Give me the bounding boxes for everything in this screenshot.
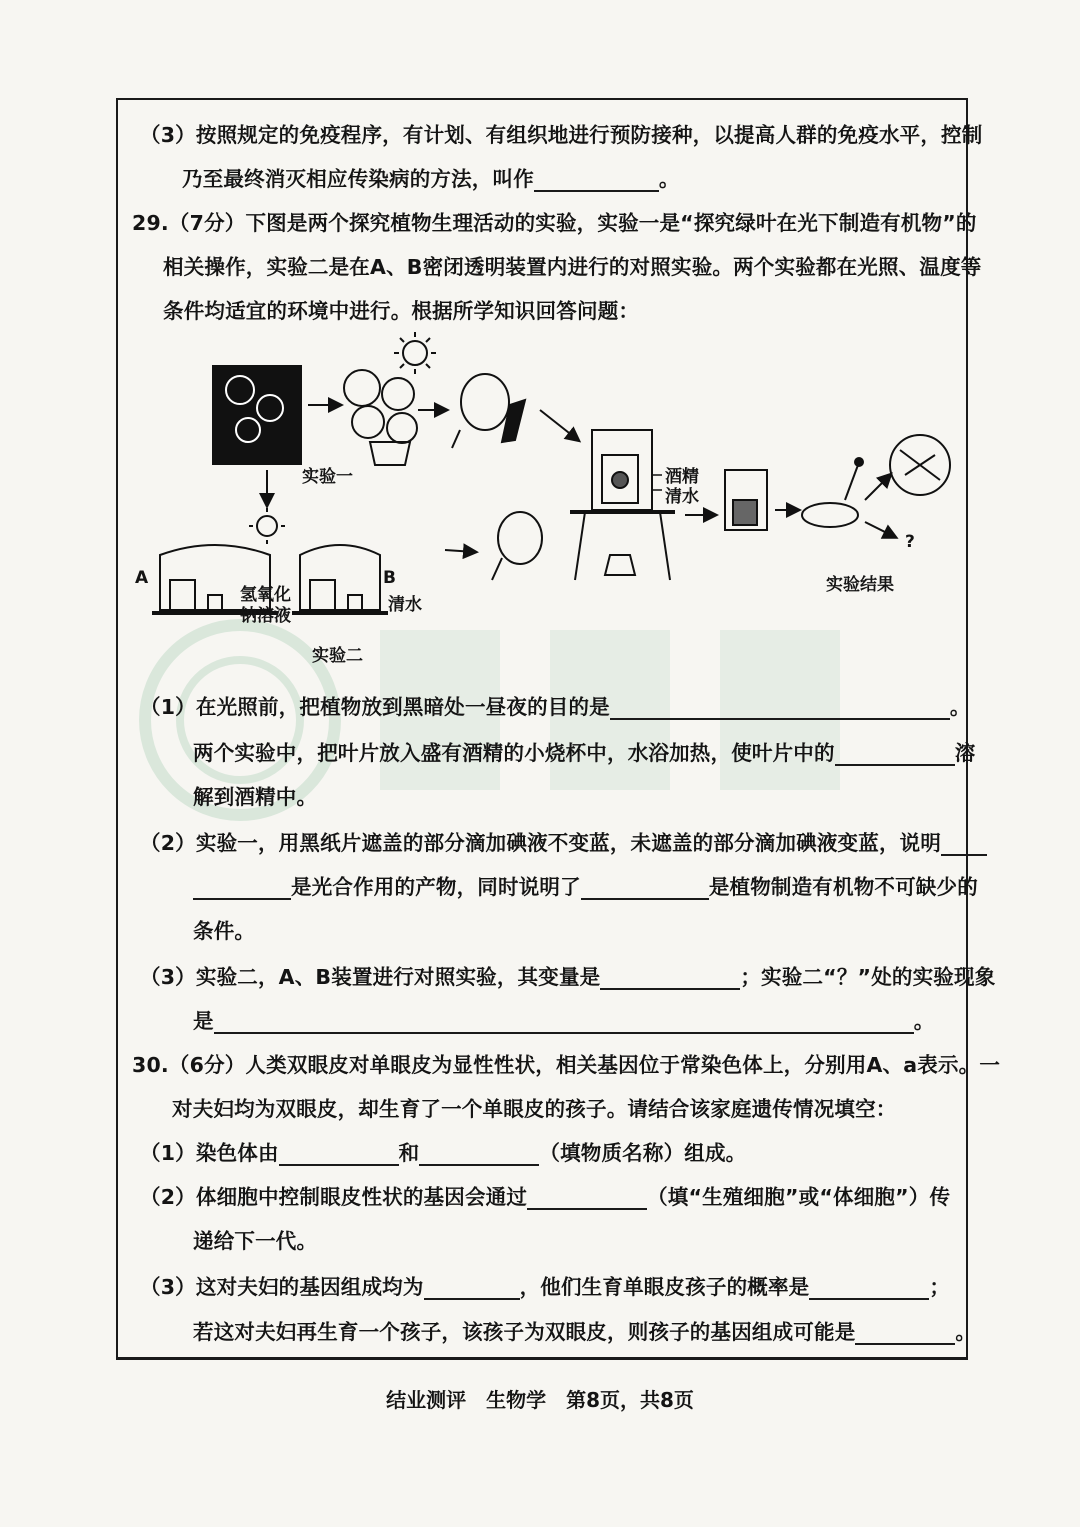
period: 。: [913, 1009, 935, 1033]
q30-p3-answer-blank1[interactable]: [424, 1278, 520, 1300]
q30-p2-answer-blank[interactable]: [527, 1188, 647, 1210]
q29-p3-line2: [193, 1004, 934, 1034]
q30-p1-and: 和: [398, 1141, 420, 1165]
covered-leaf-icon: [452, 374, 525, 448]
q29-p3-text3: 是: [193, 1009, 214, 1033]
q29-p2-line3: 条件。: [193, 919, 256, 943]
period: 。: [955, 1320, 977, 1344]
q29-intro-line1: 29.（7分）下图是两个探究植物生理活动的实验，实验一是“探究绿叶在光下制造有机物”的: [132, 211, 977, 235]
q29-p2-text: （2）实验一，用黑纸片遮盖的部分滴加碘液不变蓝，未遮盖的部分滴加碘液变蓝，说明: [140, 831, 942, 855]
q30-p3-answer-blank3[interactable]: [855, 1323, 955, 1345]
q29-p1-answer-blank2[interactable]: [835, 744, 955, 766]
sun-icon: [394, 332, 436, 374]
q29-p2-line1: [140, 826, 987, 856]
q29-p3-answer-blank2[interactable]: [214, 1012, 914, 1034]
period: 。: [949, 695, 971, 719]
q29-p2-answer-blank2[interactable]: [581, 878, 709, 900]
leaf-icon: [492, 512, 542, 580]
device-a-label: A: [135, 568, 149, 588]
q29-p3-text: （3）实验二，A、B装置进行对照实验，其变量是: [140, 965, 601, 989]
q30-p2: [140, 1180, 950, 1210]
q29-p1-text2-end: 溶: [954, 741, 976, 765]
q29-p1-line2: [193, 736, 975, 766]
q28-p3-line2: [182, 162, 680, 192]
q30-p1-text: （1）染色体由: [140, 1141, 279, 1165]
potted-plant-icon: [344, 370, 417, 465]
q29-intro-line2: 相关操作，实验二是在A、B密闭透明装置内进行的对照实验。两个实验都在光照、温度等: [163, 255, 982, 279]
q30-p3-line2: [193, 1315, 976, 1345]
q29-p1-answer-blank[interactable]: [610, 698, 950, 720]
naoh-label-line1: 氢氧化: [240, 585, 291, 605]
q29-p1-line3: 解到酒精中。: [193, 785, 318, 809]
clear-water-label: 清水: [388, 595, 422, 615]
q29-p2-text3: 是植物制造有机物不可缺少的: [708, 875, 978, 899]
water-bath-beaker-icon: [570, 430, 675, 580]
q30-p1-text2: （填物质名称）组成。: [539, 1141, 747, 1165]
naoh-label-line2: 钠溶液: [240, 606, 291, 626]
q28-p3-text: 乃至最终消灭相应传染病的方法，叫作: [182, 167, 534, 191]
q29-p2-answer-blank1-cont[interactable]: [193, 878, 291, 900]
result-label: 实验结果: [826, 575, 894, 595]
device-b-icon: [292, 545, 388, 613]
q30-p2-text2: （填“生殖细胞”或“体细胞”）传: [647, 1185, 951, 1209]
q30-p3-line1: [140, 1270, 950, 1300]
alcohol-label: 酒精: [665, 467, 699, 487]
q30-intro-line2: 对夫妇均为双眼皮，却生育了一个单眼皮的孩子。请结合该家庭遗传情况填空：: [172, 1097, 897, 1121]
result-leaf-icon: [890, 435, 950, 495]
q29-p1-text2: 两个实验中，把叶片放入盛有酒精的小烧杯中，水浴加热，使叶片中的: [193, 741, 835, 765]
exp2-label: 实验二: [312, 646, 363, 666]
q29-intro-line3: 条件均适宜的环境中进行。根据所学知识回答问题：: [163, 299, 640, 323]
small-beaker-icon: [725, 470, 767, 530]
q30-p3-text2: ，他们生育单眼皮孩子的概率是: [519, 1275, 810, 1299]
q29-p2-line2: [193, 870, 978, 900]
dark-box-plant-icon: [212, 365, 302, 465]
result-question-mark: ?: [905, 532, 915, 552]
q28-p3-line1: （3）按照规定的免疫程序，有计划、有组织地进行预防接种，以提高人群的免疫水平，控制: [140, 123, 983, 147]
device-b-label: B: [383, 568, 396, 588]
q30-p1-answer-blank2[interactable]: [419, 1144, 539, 1166]
q30-p3-text: （3）这对夫妇的基因组成均为: [140, 1275, 424, 1299]
q30-p2-line2: 递给下一代。: [193, 1229, 318, 1253]
q29-p3-line1: [140, 960, 995, 990]
q28-p3-answer-blank[interactable]: [534, 170, 659, 192]
period: 。: [658, 167, 680, 191]
q30-intro-line1: 30.（6分）人类双眼皮对单眼皮为显性性状，相关基因位于常染色体上，分别用A、a表示。一: [132, 1053, 1001, 1077]
q29-p2-answer-blank1[interactable]: [941, 834, 987, 856]
q29-p3-text2: ；实验二“？”处的实验现象: [740, 965, 996, 989]
q30-p1: [140, 1136, 746, 1166]
q29-p2-text2: 是光合作用的产物，同时说明了: [291, 875, 581, 899]
petri-dish-icon: [802, 458, 863, 527]
q29-p3-answer-blank1[interactable]: [600, 968, 740, 990]
q30-p2-text: （2）体细胞中控制眼皮性状的基因会通过: [140, 1185, 528, 1209]
exp1-label: 实验一: [302, 467, 353, 487]
sun-icon: [249, 508, 285, 544]
q29-p1-line1: [140, 690, 971, 720]
q29-p1-text: （1）在光照前，把植物放到黑暗处一昼夜的目的是: [140, 695, 610, 719]
water-label: 清水: [665, 487, 699, 507]
semicolon: ；: [929, 1275, 951, 1299]
q30-p3-text3: 若这对夫妇再生育一个孩子，该孩子为双眼皮，则孩子的基因组成可能是: [193, 1320, 856, 1344]
page-footer: 结业测评 生物学 第8页，共8页: [386, 1388, 694, 1412]
q30-p3-answer-blank2[interactable]: [809, 1278, 929, 1300]
q30-p1-answer-blank1[interactable]: [279, 1144, 399, 1166]
